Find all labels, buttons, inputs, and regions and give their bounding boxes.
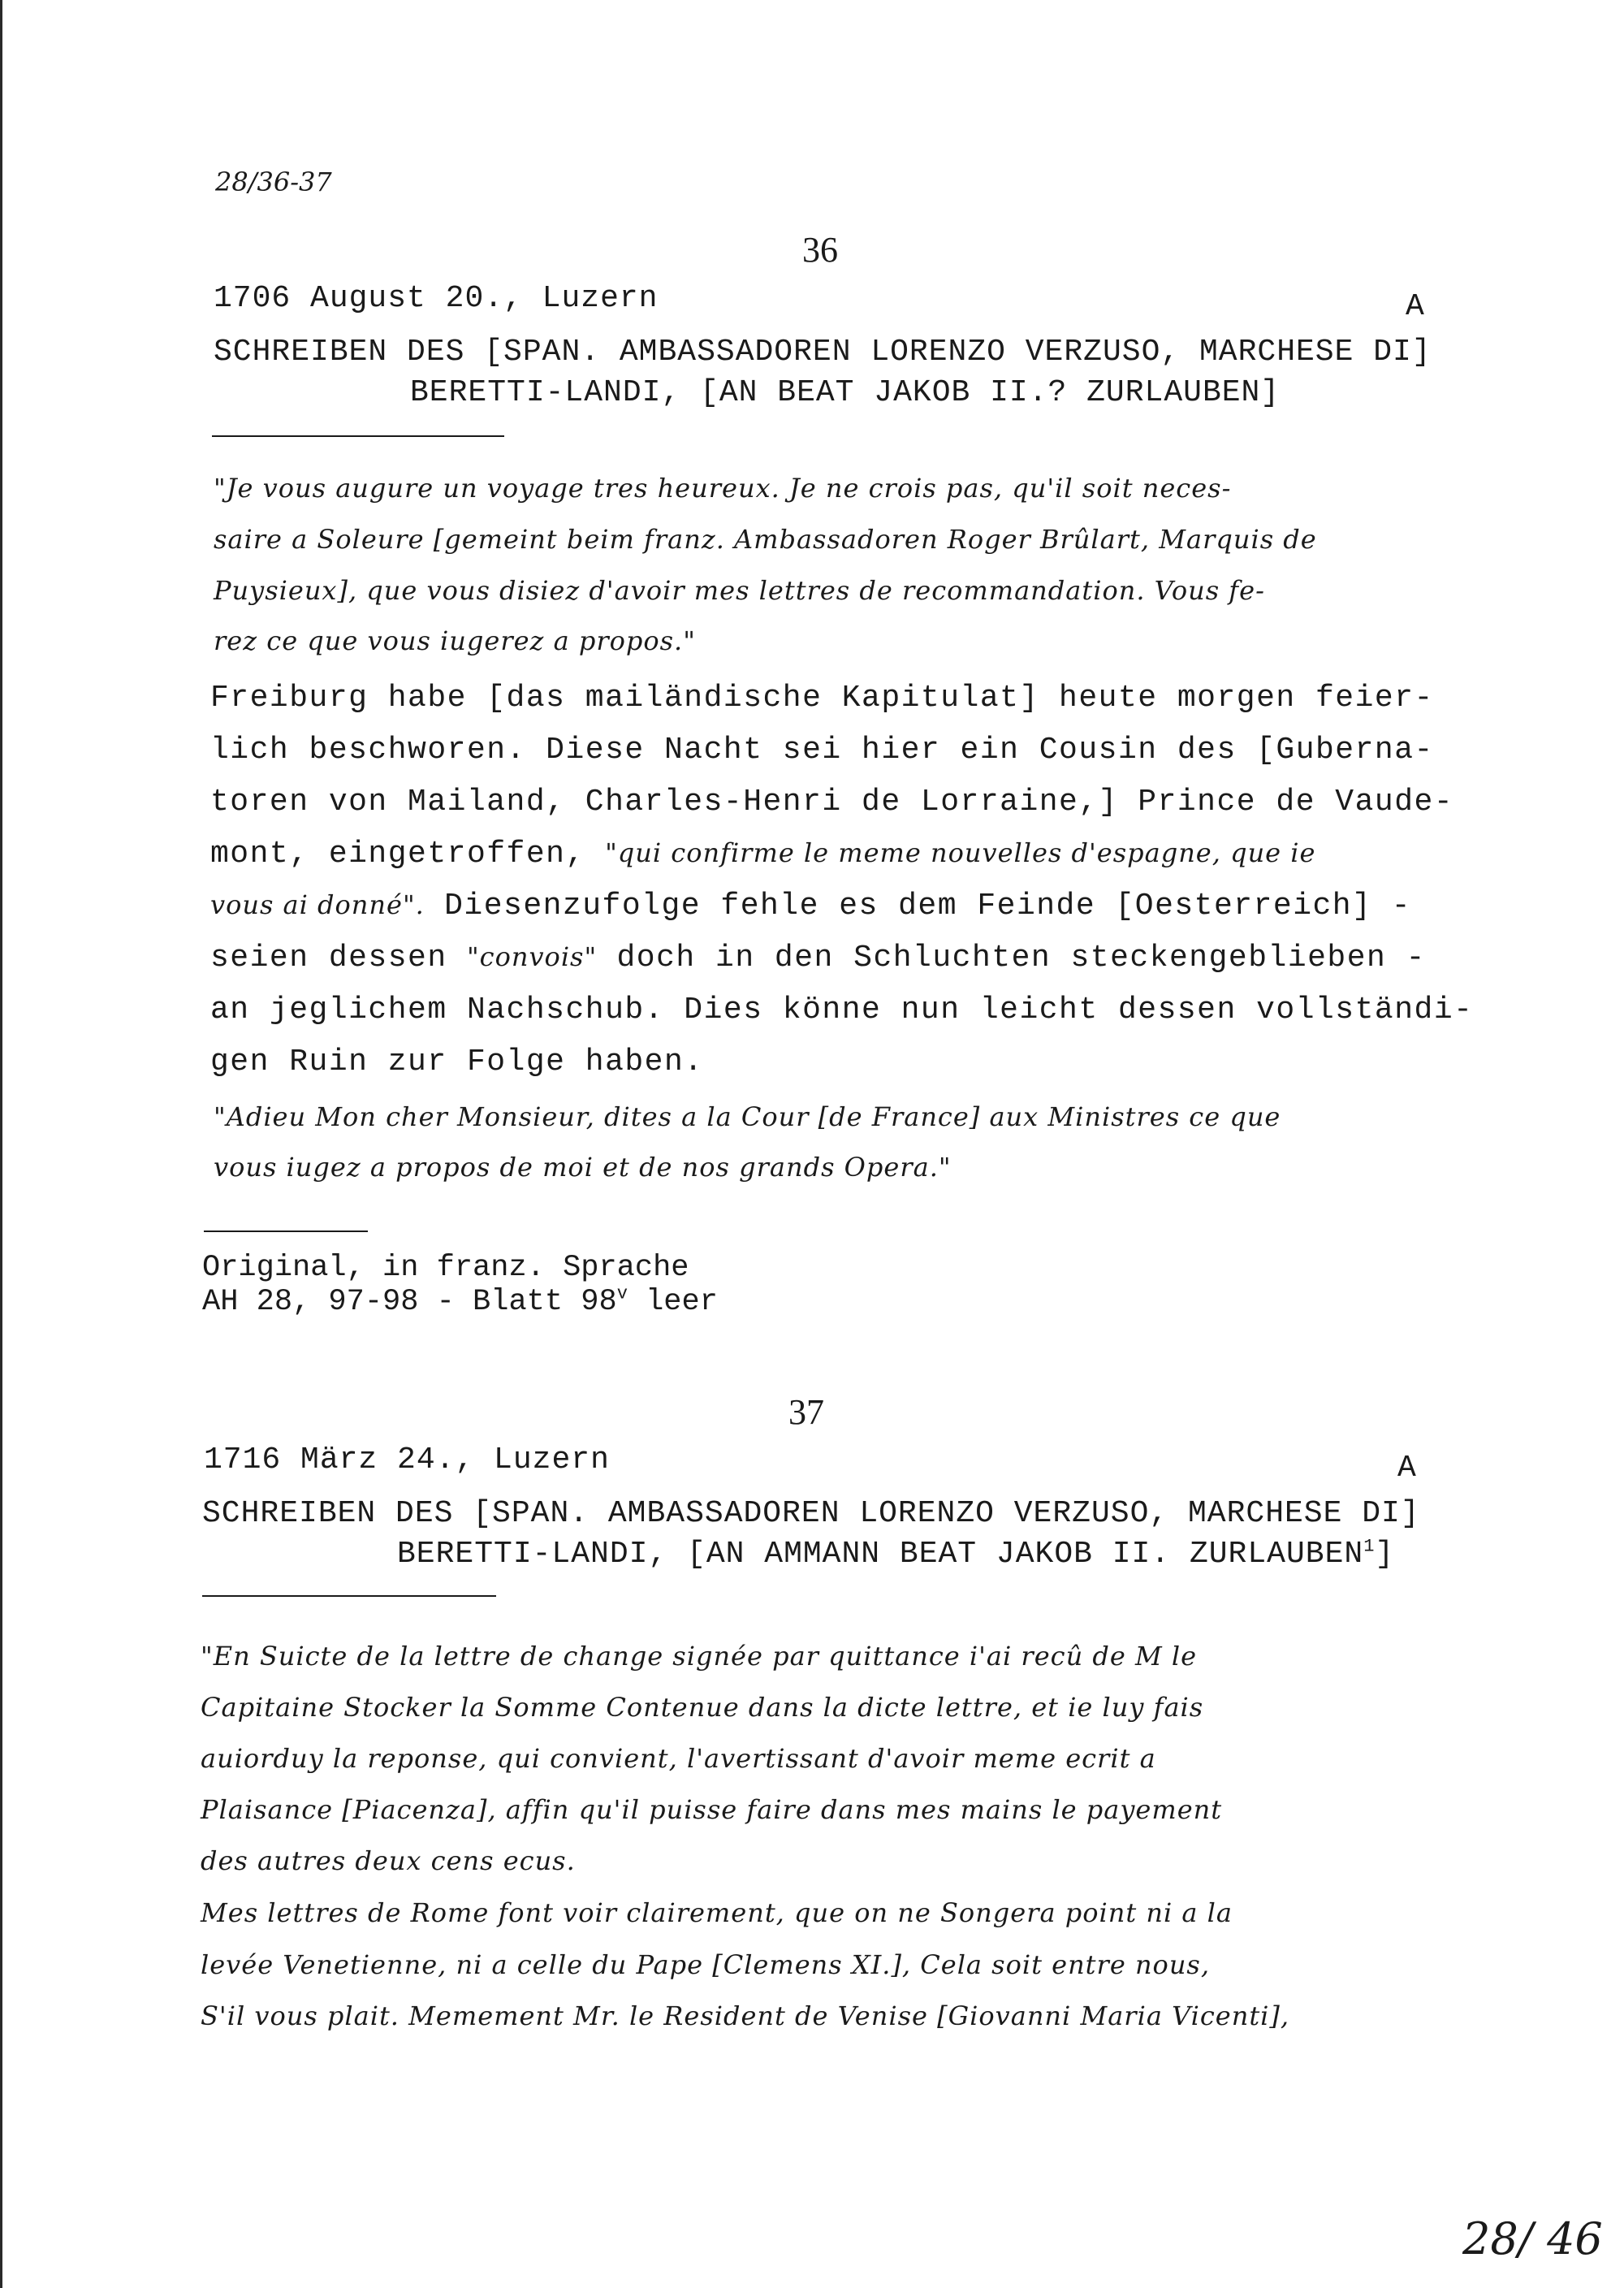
quote-segment: "convois" [466,941,598,972]
document-title-37-line2 [397,1537,1394,1572]
quote-line: "En Suicte de la lettre de change signée par quittance i'ai recû de M le [201,1641,1198,1672]
quote-line: "Je vous augure un voyage tres heureux. Je ne crois pas, qu'il soit neces- [214,473,1232,504]
quote-line: Mes lettres de Rome font voir clairement, que on ne Songera point ni a la [201,1897,1233,1928]
body-line [210,889,1411,923]
body-line: gen Ruin zur Folge haben. [210,1045,704,1079]
title-text: BERETTI-LANDI, [AN AMMANN BEAT JAKOB II. ZURLAUBEN [397,1537,1364,1572]
document-date-36: 1706 August 20., Luzern [214,281,659,316]
document-number-37: 37 [788,1392,824,1432]
document-title-36-line2: BERETTI-LANDI, [AN BEAT JAKOB II.? ZURLAUBEN] [410,375,1281,410]
footnote-marker: 1 [1363,1536,1376,1557]
quote-line: S'il vous plait. Memement Mr. le Resident de Venise [Giovanni Maria Vicenti], [201,2000,1290,2031]
document-title-36-line1: SCHREIBEN DES [SPAN. AMBASSADOREN LORENZO VERZUSO, MARCHESE DI] [214,335,1432,370]
quote-line: "Adieu Mon cher Monsieur, dites a la Cour [de France] aux Ministres ce que [214,1101,1281,1132]
quote-line: vous iugez a propos de moi et de nos grands Opera." [214,1152,952,1183]
title-underline-37 [202,1595,496,1597]
quote-segment: "qui confirme le meme nouvelles d'espagne, que ie [605,837,1316,868]
source-reference: AH 28, 97-98 - Blatt 98 [202,1285,617,1319]
body-text-segment: mont, eingetroffen, [210,837,606,872]
body-line [210,837,1315,872]
quote-line: auiorduy la reponse, qui convient, l'avertissant d'avoir meme ecrit a [201,1743,1156,1774]
source-remark: leer [627,1285,718,1319]
document-type-letter-37: A [1397,1451,1417,1486]
footnote-rule-36 [204,1231,368,1232]
quote-line: Puysieux], que vous disiez d'avoir mes lettres de recommandation. Vous fe- [214,575,1265,606]
title-bracket: ] [1375,1537,1395,1572]
document-date-37: 1716 März 24., Luzern [204,1442,610,1477]
quote-line: des autres deux cens ecus. [201,1845,576,1876]
quote-line: rez ce que vous iugerez a propos." [214,625,696,656]
body-text-segment: seien dessen [210,941,467,975]
body-text-segment: Diesenzufolge fehle es dem Feinde [Oesterreich] - [424,889,1412,923]
title-underline-36 [212,435,504,437]
source-note-line1: Original, in franz. Sprache [202,1251,689,1285]
body-line: an jeglichem Nachschub. Dies könne nun leicht dessen vollständi- [210,993,1474,1027]
handwritten-archive-number: 28/ 46 [1462,2213,1603,2264]
quote-segment: vous ai donné". [210,889,425,920]
document-title-37-line1: SCHREIBEN DES [SPAN. AMBASSADOREN LORENZO VERZUSO, MARCHESE DI] [202,1496,1420,1531]
source-note-line2 [202,1285,718,1319]
document-type-letter-36: A [1406,289,1425,324]
document-number-36: 36 [802,230,838,270]
body-line: lich beschworen. Diese Nacht sei hier ein Cousin des [Guberna- [210,733,1434,768]
body-line: Freiburg habe [das mailändische Kapitulat] heute morgen feier- [210,681,1434,716]
body-line [210,941,1426,975]
body-line: toren von Mailand, Charles-Henri de Lorraine,] Prince de Vaude- [210,785,1454,820]
body-text-segment: doch in den Schluchten steckengeblieben - [597,941,1426,975]
verso-superscript: v [616,1283,628,1304]
quote-line: Plaisance [Piacenza], affin qu'il puisse faire dans mes mains le payement [201,1794,1223,1825]
quote-line: Capitaine Stocker la Somme Contenue dans la dicte lettre, et ie luy fais [201,1692,1204,1723]
quote-line: levée Venetienne, ni a celle du Pape [Clemens XI.], Cela soit entre nous, [201,1949,1211,1980]
quote-line: saire a Soleure [gemeint beim franz. Ambassadoren Roger Brûlart, Marquis de [214,524,1317,555]
reference-number: 28/36-37 [215,167,332,197]
